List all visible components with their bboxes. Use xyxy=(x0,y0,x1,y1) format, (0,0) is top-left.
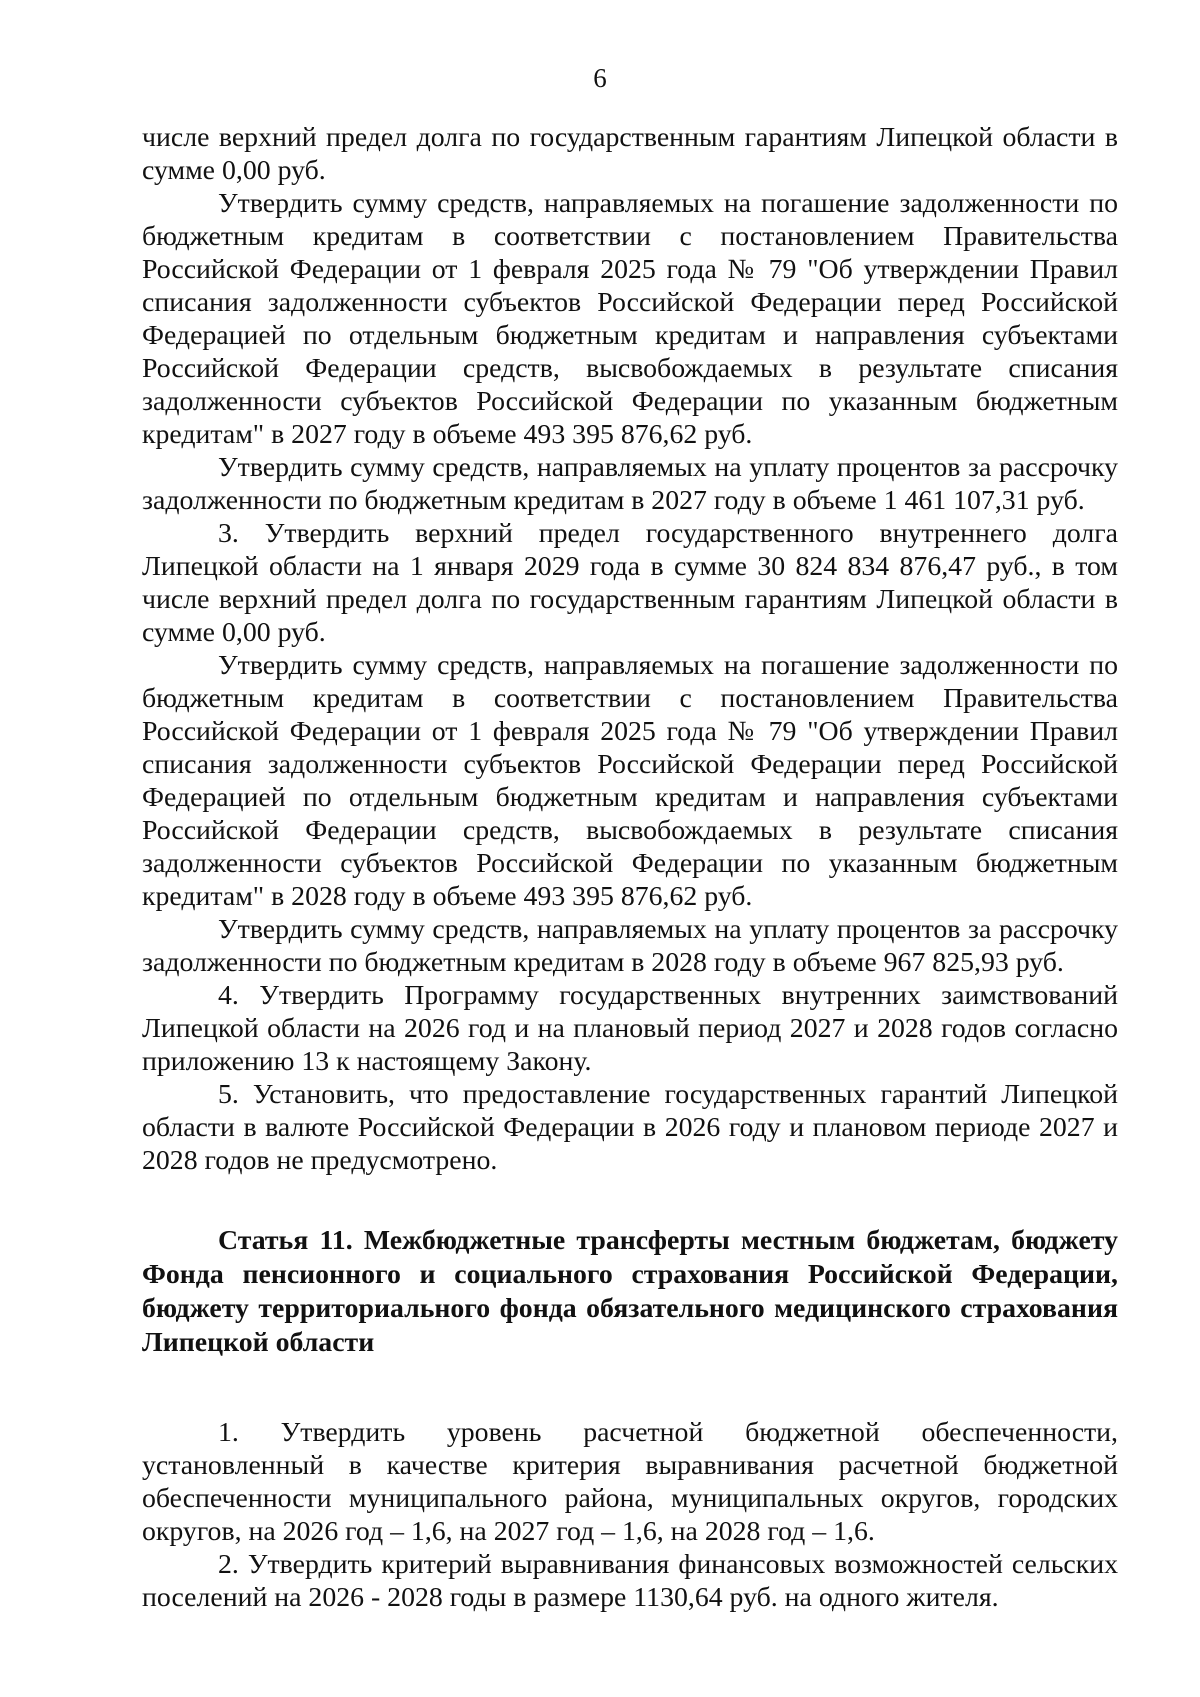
paragraph-interest-2027: Утвердить сумму средств, направляемых на уплату процентов за рассрочку задолженности по бюджетным кредитам в 2027 году в объеме 1 461 107,31 руб. xyxy=(142,452,1118,516)
paragraph-item-3-debt-limit-2029: 3. Утвердить верхний предел государственного внутреннего долга Липецкой области на 1 января 2029 года в сумме 30 824 834 876,47 руб., в том числе верхний предел долга по государственным гарантиям Липецкой области в сумме 0,00 руб. xyxy=(142,518,1118,648)
paragraph-item-5-guarantees: 5. Установить, что предоставление государственных гарантий Липецкой области в валюте Российской Федерации в 2026 году и плановом периоде 2027 и 2028 годов не предусмотрено. xyxy=(142,1079,1118,1176)
article-11-paragraph-1: 1. Утвердить уровень расчетной бюджетной обеспеченности, установленный в качестве критерия выравнивания расчетной бюджетной обеспеченности муниципального района, муниципальных округов, городских округов, на 2026 год – 1,6, на 2027 год – 1,6, на 2028 год – 1,6. xyxy=(142,1417,1118,1547)
article-11-title: Статья 11. Межбюджетные трансферты местным бюджетам, бюджету Фонда пенсионного и социального страхования Российской Федерации, бюджету территориального фонда обязательного медицинского страхования Липецкой области xyxy=(142,1225,1118,1358)
paragraph-item-4-borrowing-program: 4. Утвердить Программу государственных внутренних заимствований Липецкой области на 2026 год и на плановый период 2027 и 2028 годов согласно приложению 13 к настоящему Закону. xyxy=(142,980,1118,1077)
page-number: 6 xyxy=(593,63,607,93)
paragraph-debt-limit-guarantees-2028: числе верхний предел долга по государственным гарантиям Липецкой области в сумме 0,00 руб. xyxy=(142,122,1118,186)
paragraph-debt-repayment-2028: Утвердить сумму средств, направляемых на погашение задолженности по бюджетным кредитам в соответствии с постановлением Правительства Российской Федерации от 1 февраля 2025 года № 79 "Об утверждении Правил списания задолженности субъектов Российской Федерации перед Российской Федерацией по отдельным бюджетным кредитам и направления субъектами Российской Федерации средств, высвобождаемых в результате списания задолженности субъектов Российской Федерации по указанным бюджетным кредитам" в 2028 году в объеме 493 395 876,62 руб. xyxy=(142,650,1118,912)
paragraph-debt-repayment-2027: Утвердить сумму средств, направляемых на погашение задолженности по бюджетным кредитам в соответствии с постановлением Правительства Российской Федерации от 1 февраля 2025 года № 79 "Об утверждении Правил списания задолженности субъектов Российской Федерации перед Российской Федерацией по отдельным бюджетным кредитам и направления субъектами Российской Федерации средств, высвобождаемых в результате списания задолженности субъектов Российской Федерации по указанным бюджетным кредитам" в 2027 году в объеме 493 395 876,62 руб. xyxy=(142,188,1118,450)
article-11-paragraph-2: 2. Утвердить критерий выравнивания финансовых возможностей сельских поселений на 2026 - 2028 годы в размере 1130,64 руб. на одного жителя. xyxy=(142,1549,1118,1613)
document-body xyxy=(142,121,1118,1614)
paragraph-interest-2028: Утвердить сумму средств, направляемых на уплату процентов за рассрочку задолженности по бюджетным кредитам в 2028 году в объеме 967 825,93 руб. xyxy=(142,914,1118,978)
